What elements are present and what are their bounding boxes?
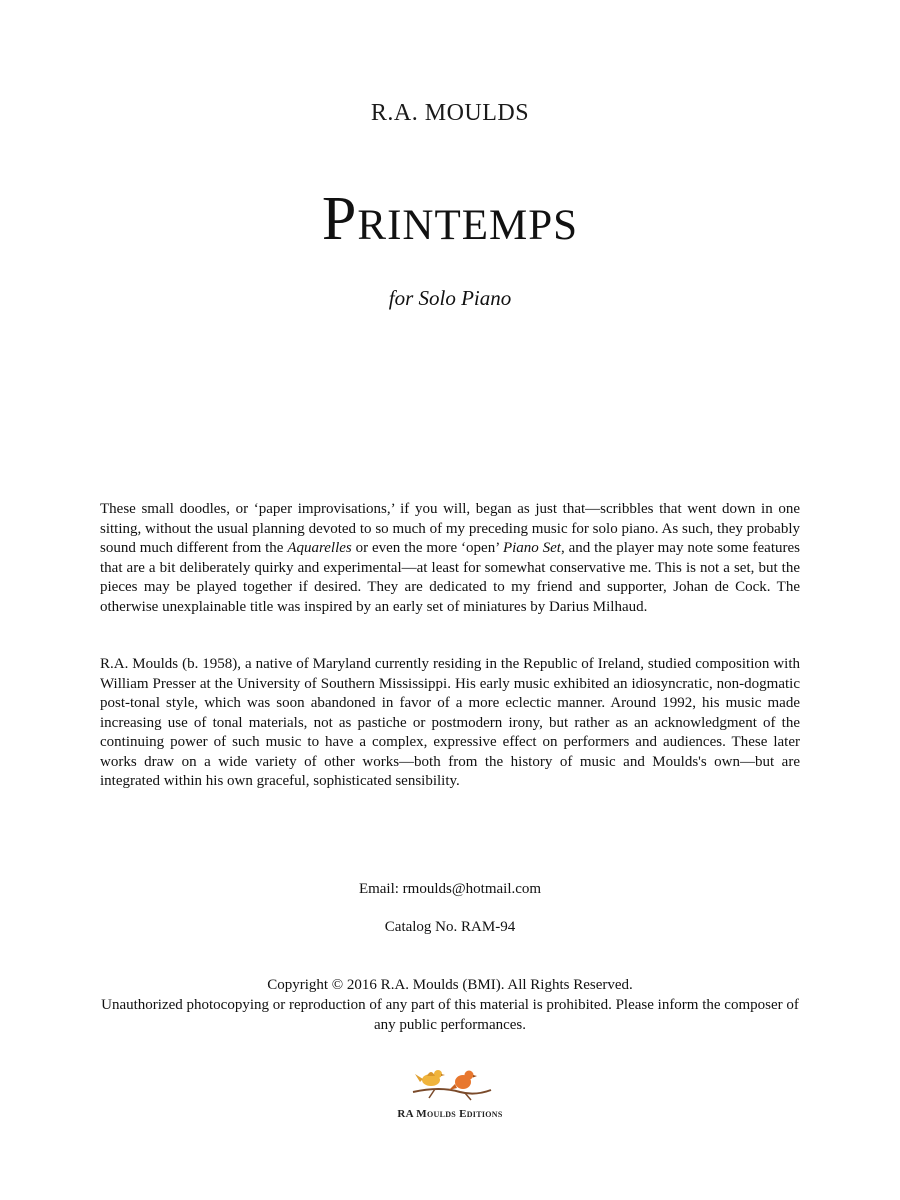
reproduction-notice: Unauthorized photocopying or reproduction of any part of this material is prohibited. Please inform the composer of any public performances. — [101, 997, 799, 1033]
publisher-name: RA Moulds Editions — [397, 1108, 503, 1120]
work-title: Printemps — [321, 185, 579, 253]
program-note-text: These small doodles, or ‘paper improvisations,’ if you will, began as just that—scribbles that went down in one sitting, without the usual planning devoted to so much of my preceding music for solo piano. As such, they probably sound much different from the — [100, 501, 800, 556]
piano-set-title: Piano Set — [502, 540, 561, 556]
copyright-line: Copyright © 2016 R.A. Moulds (BMI). All Rights Reserved. — [267, 977, 633, 993]
instrumentation-subtitle: for Solo Piano — [388, 286, 512, 310]
contact-email: Email: rmoulds@hotmail.com — [358, 881, 542, 897]
biography-paragraph: R.A. Moulds (b. 1958), a native of Maryland currently residing in the Republic of Ireland, studied composition with William Presser at the University of Southern Mississippi. His early music exhibited an idiosyncratic, non-dogmatic post-tonal style, which was soon abandoned in favor of a more eclectic manner. Around 1992, his music made increasing use of tonal materials, not as pastiche or postmodern irony, but rather as an acknowledgment of the continuing power of such music to have a complex, expressive effect on performers and audiences. These later works draw on a wide variety of other works—both from the history of music and Moulds's own—but are integrated within his own graceful, sophisticated sensibility. — [100, 656, 800, 789]
publisher-logo — [390, 1062, 510, 1132]
composer-name: R.A. MOULDS — [370, 100, 530, 126]
program-note-paragraph — [100, 500, 800, 617]
aquarelles-title: Aquarelles — [287, 540, 352, 556]
birds-on-branch-icon — [405, 1062, 495, 1102]
program-note-text: , and the player may note some features that are a bit deliberately quirky and experimental—at least for somewhat conservative me. This is not a set, but the pieces may be played together if desired. They are dedicated to my friend and supporter, Johan de Cock. The otherwise unexplainable title was inspired by an early set of miniatures by Darius Milhaud. — [100, 540, 800, 615]
program-note-text: or even the more ‘open’ — [351, 540, 503, 556]
catalog-number: Catalog No. RAM-94 — [384, 919, 516, 935]
copyright-notice — [100, 975, 800, 1035]
